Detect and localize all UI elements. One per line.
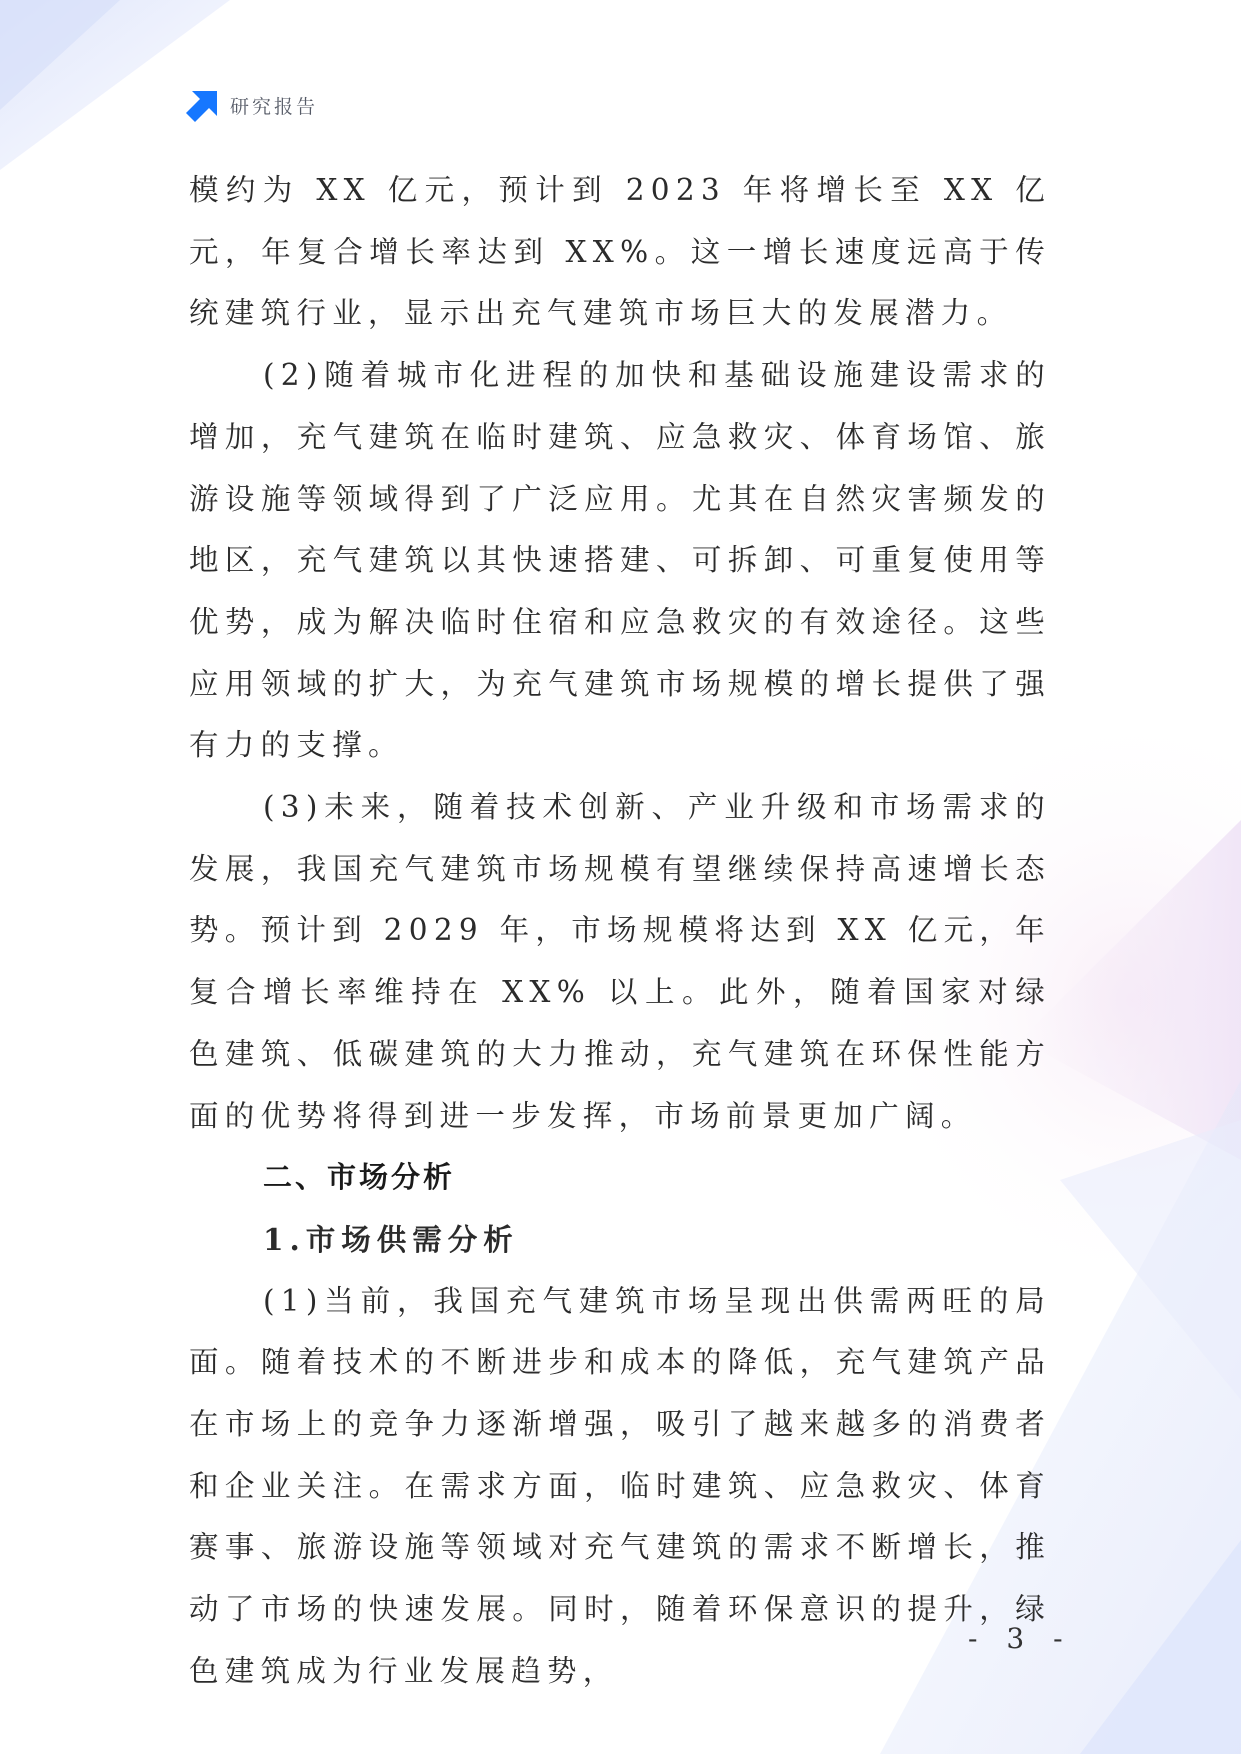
section-heading: 二、市场分析 [263,1160,456,1195]
subsection-heading: 1.市场供需分析 [263,1221,519,1257]
header-title: 研究报告 [230,95,319,118]
paragraph-urbanization: (2)随着城市化进程的加快和基础设施建设需求的增加，充气建筑在临时建筑、应急救灾、体育场馆、旅游设施等领域得到了广泛应用。尤其在自然灾害频发的地区，充气建筑以其快速搭建、可拆卸、可重复使用等优势，成为解决临时住宿和应急救灾的有效途径。这些应用领域的扩大，为充气建筑市场规模的增长提供了强有力的支撑。 [189,358,1051,763]
paragraph-supply-demand: (1)当前，我国充气建筑市场呈现出供需两旺的局面。随着技术的不断进步和成本的降低，充气建筑产品在市场上的竞争力逐渐增强，吸引了越来越多的消费者和企业关注。在需求方面，临时建筑、应急救灾、体育赛事、旅游设施等领域对充气建筑的需求不断增长，推动了市场的快速发展。同时，随着环保意识的提升，绿色建筑成为行业发展趋势， [189,1283,1051,1688]
paragraph-future-outlook: (3)未来，随着技术创新、产业升级和市场需求的发展，我国充气建筑市场规模有望继续保持高速增长态势。预计到 2029 年，市场规模将达到 XX 亿元，年复合增长率维持在 XX% 以上。此外，随着国家对绿色建筑、低碳建筑的大力推动，充气建筑在环保性能方面的优势将得到进一步发挥，市场前景更加广阔。 [189,790,1051,1133]
report-header [186,88,318,122]
page-number: - 3 - [968,1622,1073,1655]
arrow-up-right-icon [186,88,220,122]
paragraph-market-size-continued: 模约为 XX 亿元，预计到 2023 年将增长至 XX 亿元，年复合增长率达到 XX%。这一增长速度远高于传统建筑行业，显示出充气建筑市场巨大的发展潜力。 [189,173,1051,331]
document-body [189,160,1051,1703]
